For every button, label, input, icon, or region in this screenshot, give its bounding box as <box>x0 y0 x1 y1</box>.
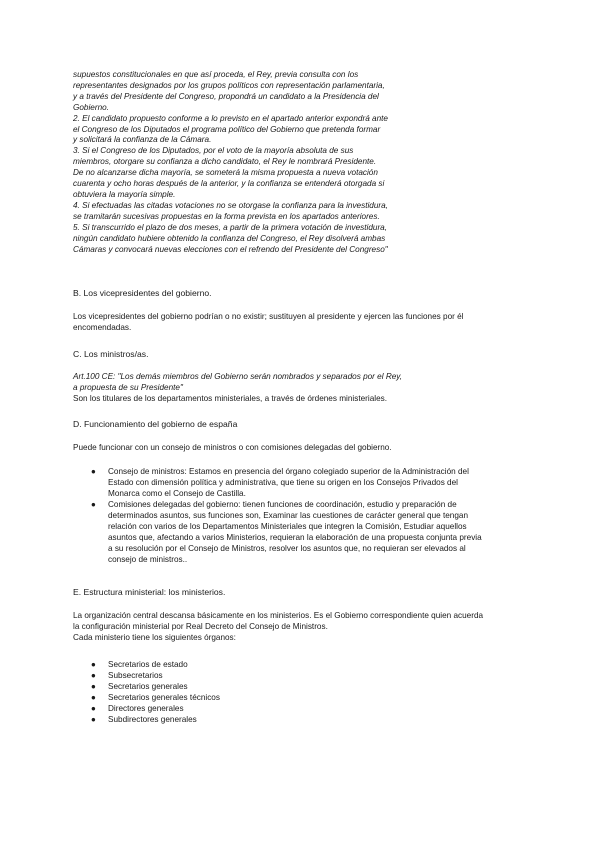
list-item <box>91 466 482 499</box>
section-d-intro <box>73 442 533 453</box>
bullet-icon: ● <box>91 693 96 702</box>
constitutional-quote <box>73 70 533 255</box>
quote-line: obtuviera la mayoría simple. <box>73 189 176 199</box>
quote-line: Gobierno. <box>73 102 109 112</box>
section-e-heading: E. Estructura ministerial: los ministerios. <box>73 587 226 597</box>
list-item-line: Monarca como el Consejo de Castilla. <box>108 489 246 498</box>
quote-line: cuarenta y ocho horas después de la anterior, y la confianza se entenderá otorgada si <box>73 179 385 189</box>
quote-line: miembros, otorgare su confianza a dicho candidato, el Rey le nombrará Presidente. <box>73 157 377 167</box>
quote-line: Cámaras y convocará nuevas elecciones con el refrendo del Presidente del Congreso" <box>73 244 388 254</box>
text-line: Puede funcionar con un consejo de ministros o con comisiones delegadas del gobierno. <box>73 443 392 452</box>
text-line: Los vicepresidentes del gobierno podrían o no existir; sustituyen al presidente y ejercen las funciones por él <box>73 312 464 321</box>
list-item-line: consejo de ministros.. <box>108 555 188 564</box>
quote-line: y a través del Presidente del Congreso, propondrá un candidato a la Presidencia del <box>73 91 379 101</box>
list-item-line: relación con varios de los Departamentos Ministeriales que integren la Comisión, Estudiar aquellos <box>108 522 467 531</box>
bullet-icon: ● <box>91 715 96 724</box>
ministry-organs-list <box>91 659 220 725</box>
text-line: encomendadas. <box>73 323 132 332</box>
list-item-label: Secretarios generales <box>108 682 188 691</box>
section-b-heading: B. Los vicepresidentes del gobierno. <box>73 288 212 298</box>
list-item-line: a su resolución por el Consejo de Ministros, resolver los asuntos que, no requieran ser elevados al <box>108 544 466 553</box>
list-item-label: Secretarios generales técnicos <box>108 693 220 702</box>
list-item-line: asuntos que, afectando a varios Ministerios, requieran la elaboración de una propuesta conjunta previa <box>108 533 482 542</box>
quote-line: y solicitará la confianza de la Cámara. <box>73 135 212 145</box>
list-item-line: Estado con dimensión política y administrativa, que tiene su origen en los Consejos Privados del <box>108 478 458 487</box>
bullet-icon: ● <box>91 704 96 713</box>
quote-line: 3. Si el Congreso de los Diputados, por el voto de la mayoría absoluta de sus <box>73 146 354 156</box>
bullet-icon: ● <box>91 500 96 509</box>
quote-line: 5. Si transcurrido el plazo de dos meses, a partir de la primera votación de investidura, <box>73 222 388 232</box>
list-item <box>91 692 220 703</box>
bullet-icon: ● <box>91 467 96 476</box>
quote-line: 2. El candidato propuesto conforme a lo previsto en el apartado anterior expondrá ante <box>73 113 388 123</box>
list-item-label: Subdirectores generales <box>108 715 197 724</box>
article-quote-line: a propuesta de su Presidente" <box>73 383 183 392</box>
list-item <box>91 659 220 670</box>
article-quote-line: Art.100 CE: "Los demás miembros del Gobierno serán nombrados y separados por el Rey, <box>73 372 403 381</box>
list-item-line: determinados asuntos, sus funciones son, Examinar las cuestiones de carácter general que tengan <box>108 511 469 520</box>
list-item <box>91 670 220 681</box>
list-item-line: Comisiones delegadas del gobierno: tienen funciones de coordinación, estudio y preparación de <box>108 500 457 509</box>
quote-line: ningún candidato hubiere obtenido la confianza del Congreso, el Rey disolverá ambas <box>73 233 386 243</box>
quote-line: supuestos constitucionales en que así proceda, el Rey, previa consulta con los <box>73 70 359 79</box>
list-item-line: Consejo de ministros: Estamos en presencia del órgano colegiado superior de la Administración del <box>108 467 469 476</box>
section-b-text <box>73 311 533 333</box>
text-line: Son los titulares de los departamentos ministeriales, a través de órdenes ministeriales. <box>73 394 388 403</box>
bullet-icon: ● <box>91 671 96 680</box>
bullet-icon: ● <box>91 682 96 691</box>
government-functioning-list <box>91 466 482 565</box>
quote-line: De no alcanzarse dicha mayoría, se someterá la misma propuesta a nueva votación <box>73 168 378 178</box>
list-item <box>91 714 220 725</box>
list-item <box>91 681 220 692</box>
quote-line: se tramitarán sucesivas propuestas en la forma prevista en los apartados anteriores. <box>73 211 380 221</box>
section-d-heading: D. Funcionamiento del gobierno de españa <box>73 419 238 429</box>
quote-line: representantes designados por los grupos políticos con representación parlamentaria, <box>73 80 385 90</box>
text-line: Cada ministerio tiene los siguientes órganos: <box>73 633 236 642</box>
list-item-label: Subsecretarios <box>108 671 163 680</box>
quote-line: 4. Si efectuadas las citadas votaciones no se otorgase la confianza para la investidura, <box>73 200 388 210</box>
list-item-label: Secretarios de estado <box>108 660 188 669</box>
section-c-heading: C. Los ministros/as. <box>73 349 149 359</box>
text-line: la configuración ministerial por Real Decreto del Consejo de Ministros. <box>73 622 328 631</box>
section-e-text <box>73 610 533 643</box>
list-item <box>91 499 482 565</box>
section-c-text <box>73 371 533 404</box>
text-line: La organización central descansa básicamente en los ministerios. Es el Gobierno correspondiente quien acuerda <box>73 611 484 620</box>
list-item-label: Directores generales <box>108 704 184 713</box>
bullet-icon: ● <box>91 660 96 669</box>
quote-line: el Congreso de los Diputados el programa político del Gobierno que pretenda formar <box>73 124 381 134</box>
list-item <box>91 703 220 714</box>
